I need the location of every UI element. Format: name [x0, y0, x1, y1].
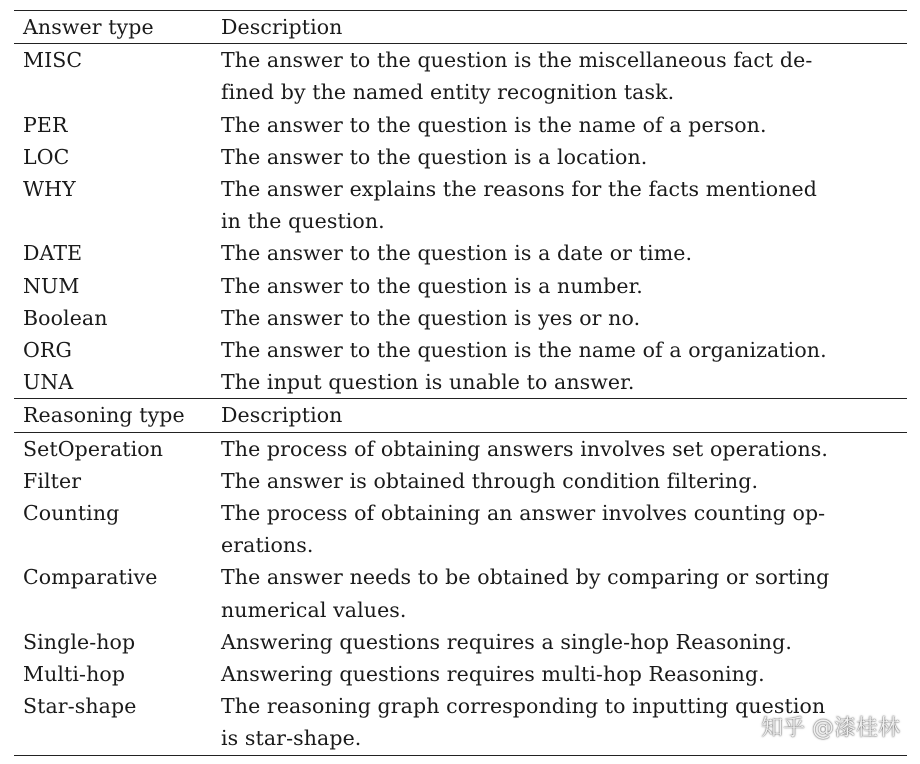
description-line: The process of obtaining answers involves set operations. [221, 436, 829, 461]
table-row [14, 44, 907, 109]
table-row [14, 141, 907, 173]
table-row [14, 270, 907, 302]
description-cell [221, 497, 907, 561]
table-row [14, 626, 907, 658]
description-cell [221, 44, 907, 109]
type-cell: Multi-hop [23, 662, 126, 687]
table-row [14, 237, 907, 269]
description-cell [221, 237, 907, 269]
description-line: The answer to the question is the name of a organization. [221, 338, 827, 363]
table-row [14, 432, 907, 465]
description-line: The answer to the question is yes or no. [221, 305, 641, 330]
table-row [14, 334, 907, 366]
type-cell: PER [23, 112, 68, 137]
description-line: The answer is obtained through condition filtering. [221, 468, 759, 493]
description-cell [221, 690, 907, 755]
description-line: The answer to the question is the name of a person. [221, 112, 767, 137]
description-line: The answer to the question is a number. [221, 273, 643, 298]
type-cell: ORG [23, 338, 72, 363]
type-cell: NUM [23, 273, 80, 298]
description-line: fined by the named entity recognition task. [221, 80, 675, 105]
type-cell: Single-hop [23, 629, 136, 654]
description-cell [221, 561, 907, 625]
description-line: in the question. [221, 209, 385, 234]
type-cell: Star-shape [14, 690, 221, 755]
description-cell [221, 432, 907, 465]
answer-type-header: Answer type [14, 11, 221, 44]
description-line: The reasoning graph corresponding to inputting question [221, 694, 826, 719]
type-cell: Boolean [23, 305, 108, 330]
type-description-table-container [14, 10, 907, 756]
table-body [14, 11, 907, 756]
description-line: The answer needs to be obtained by comparing or sorting [221, 565, 830, 590]
description-line: numerical values. [221, 597, 407, 622]
table-row [14, 497, 907, 561]
description-cell [221, 465, 907, 497]
description-line: Answering questions requires a single-hop Reasoning. [221, 629, 792, 654]
description-cell [221, 302, 907, 334]
table-row [14, 465, 907, 497]
description-line: The answer to the question is the miscellaneous fact de- [221, 48, 813, 73]
type-cell: SetOperation [23, 436, 164, 461]
description-cell [221, 366, 907, 399]
description-line: The answer to the question is a location. [221, 144, 648, 169]
answer-description-header: Description [221, 11, 907, 44]
table-row [14, 561, 907, 625]
description-line: is star-shape. [221, 726, 362, 751]
table-row [14, 173, 907, 237]
table-row [14, 302, 907, 334]
description-cell [221, 141, 907, 173]
description-cell [221, 626, 907, 658]
type-cell: Comparative [23, 565, 158, 590]
reasoning-description-header: Description [221, 399, 907, 432]
type-cell: LOC [23, 144, 70, 169]
type-cell: DATE [23, 241, 83, 266]
table-row [14, 109, 907, 141]
type-cell: UNA [23, 370, 74, 395]
answer-type-header-row [14, 11, 907, 44]
table-row [14, 658, 907, 690]
description-line: The answer explains the reasons for the facts mentioned [221, 177, 817, 202]
reasoning-type-header: Reasoning type [14, 399, 221, 432]
reasoning-type-header-row [14, 399, 907, 432]
table-row [14, 366, 907, 399]
description-cell [221, 270, 907, 302]
description-cell [221, 109, 907, 141]
type-cell: Counting [23, 501, 120, 526]
description-cell [221, 658, 907, 690]
description-cell [221, 334, 907, 366]
description-cell [221, 173, 907, 237]
type-cell: MISC [23, 48, 83, 73]
type-description-table [14, 10, 907, 756]
type-cell: WHY [23, 177, 76, 202]
description-line: The process of obtaining an answer involves counting op- [221, 501, 826, 526]
description-line: erations. [221, 533, 314, 558]
table-row [14, 690, 907, 755]
type-cell: Filter [23, 468, 82, 493]
description-line: Answering questions requires multi-hop Reasoning. [221, 662, 765, 687]
description-line: The input question is unable to answer. [221, 370, 635, 395]
watermark-text: 知乎 @漆桂林 [761, 716, 900, 741]
description-line: The answer to the question is a date or time. [221, 241, 693, 266]
